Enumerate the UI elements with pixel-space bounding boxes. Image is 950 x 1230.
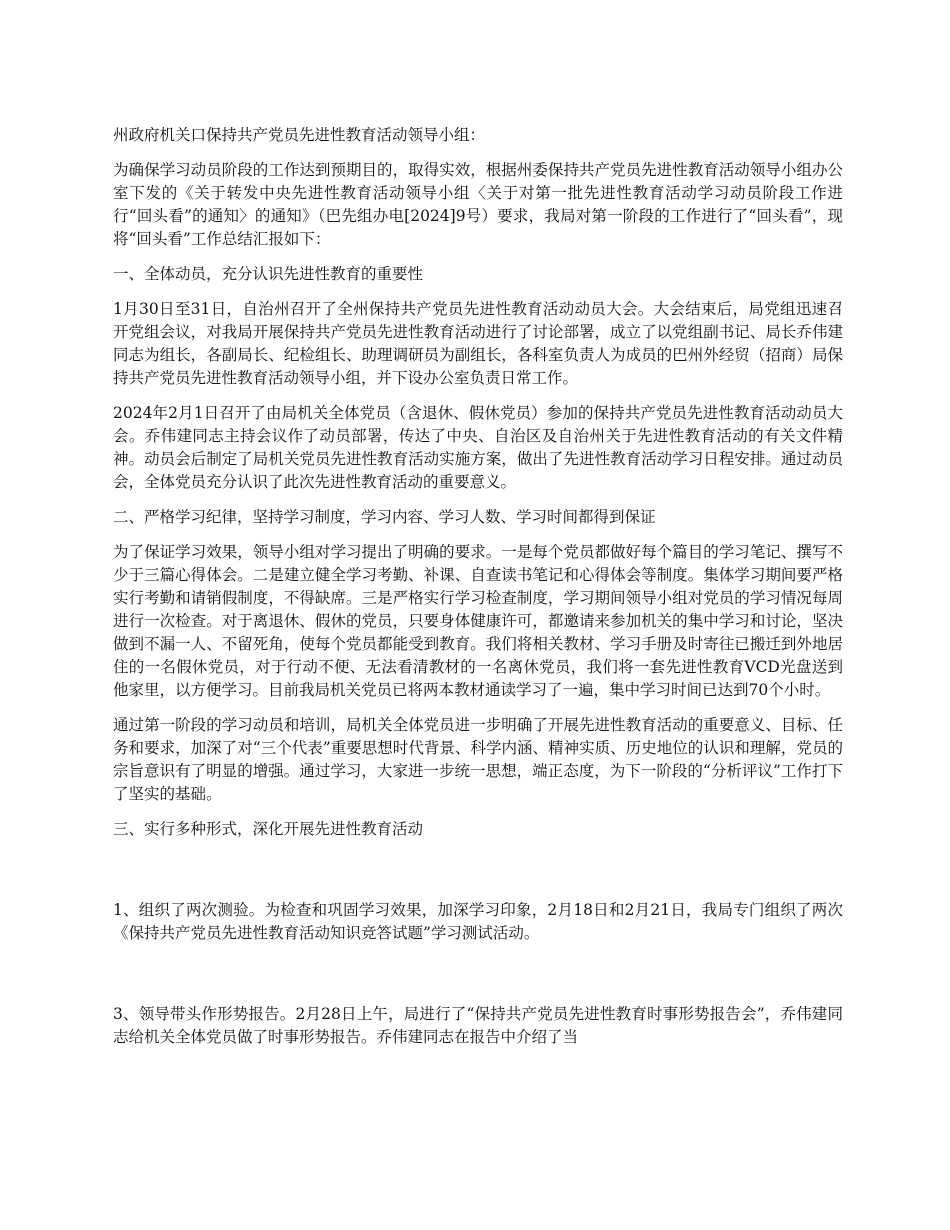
document-body — [113, 124, 843, 1061]
blank-gap-2 — [113, 957, 843, 1003]
section-1-paragraph-2: 2024年2月1日召开了由局机关全体党员（含退休、假休党员）参加的保持共产党员先进性教育活动动员大会。乔伟建同志主持会议作了动员部署，传达了中央、自治区及自治州关于先进性教育活动的有关文件精神。动员会后制定了局机关党员先进性教育活动实施方案，做出了先进性教育活动学习日程安排。通过动员会，全体党员充分认识了此次先进性教育活动的重要意义。 — [113, 404, 843, 491]
section-2-paragraph-2: 通过第一阶段的学习动员和培训，局机关全体党员进一步明确了开展先进性教育活动的重要意义、目标、任务和要求，加深了对“三个代表”重要思想时代背景、科学内涵、精神实质、历史地位的认识和理解，党员的宗旨意识有了明显的增强。通过学习，大家进一步统一思想，端正态度，为下一阶段的“分析评议”工作打下了坚实的基础。 — [113, 716, 843, 803]
section-3-heading: 三、实行多种形式，深化开展先进性教育活动 — [113, 820, 424, 838]
section-2-paragraph-1: 为了保证学习效果，领导小组对学习提出了明确的要求。一是每个党员都做好每个篇目的学习笔记、撰写不少于三篇心得体会。二是建立健全学习考勤、补课、自查读书笔记和心得体会等制度。集体学习期间要严格实行考勤和请销假制度，不得缺席。三是严格实行学习检查制度，学习期间领导小组对党员的学习情况每周进行一次检查。对于离退休、假休的党员，只要身体健康许可，都邀请来参加机关的集中学习和讨论，坚决做到不漏一人、不留死角，使每个党员都能受到教育。我们将相关教材、学习手册及时寄往已搬迁到外地居住的一名假休党员，对于行动不便、无法看清教材的一名离休党员，我们将一套先进性教育VCD光盘送到他家里，以方便学习。目前我局机关党员已将两本教材通读学习了一遍，集中学习时间已达到70个小时。 — [113, 543, 843, 699]
section-1-paragraph-1: 1月30日至31日，自治州召开了全州保持共产党员先进性教育活动动员大会。大会结束后，局党组迅速召开党组会议，对我局开展保持共产党员先进性教育活动进行了讨论部署，成立了以党组副书记、局长乔伟建同志为组长，各副局长、纪检组长、助理调研员为副组长，各科室负责人为成员的巴州外经贸（招商）局保持共产党员先进性教育活动领导小组，并下设办公室负责日常工作。 — [113, 300, 843, 387]
item-1-paragraph: 1、组织了两次测验。为检查和巩固学习效果，加深学习印象，2月18日和2月21日，我局专门组织了两次《保持共产党员先进性教育活动知识竞答试题”学习测试活动。 — [113, 901, 843, 942]
salutation: 州政府机关口保持共产党员先进性教育活动领导小组： — [113, 126, 486, 144]
section-1-heading: 一、全体动员，充分认识先进性教育的重要性 — [113, 265, 424, 283]
item-3-paragraph: 3、领导带头作形势报告。2月28日上午，局进行了“保持共产党员先进性教育时事形势报告会”，乔伟建同志给机关全体党员做了时事形势报告。乔伟建同志在报告中介绍了当 — [113, 1005, 843, 1046]
intro-paragraph: 为确保学习动员阶段的工作达到预期目的，取得实效，根据州委保持共产党员先进性教育活动领导小组办公室下发的《关于转发中央先进性教育活动领导小组〈关于对第一批先进性教育活动学习动员阶段工作进行“回头看”的通知〉的通知》（巴先组办电[2024]9号）要求，我局对第一阶段的工作进行了“回头看”，现将“回头看”工作总结汇报如下： — [113, 161, 843, 248]
section-2-heading: 二、严格学习纪律，坚持学习制度，学习内容、学习人数、学习时间都得到保证 — [113, 508, 656, 526]
blank-gap-1 — [113, 853, 843, 899]
